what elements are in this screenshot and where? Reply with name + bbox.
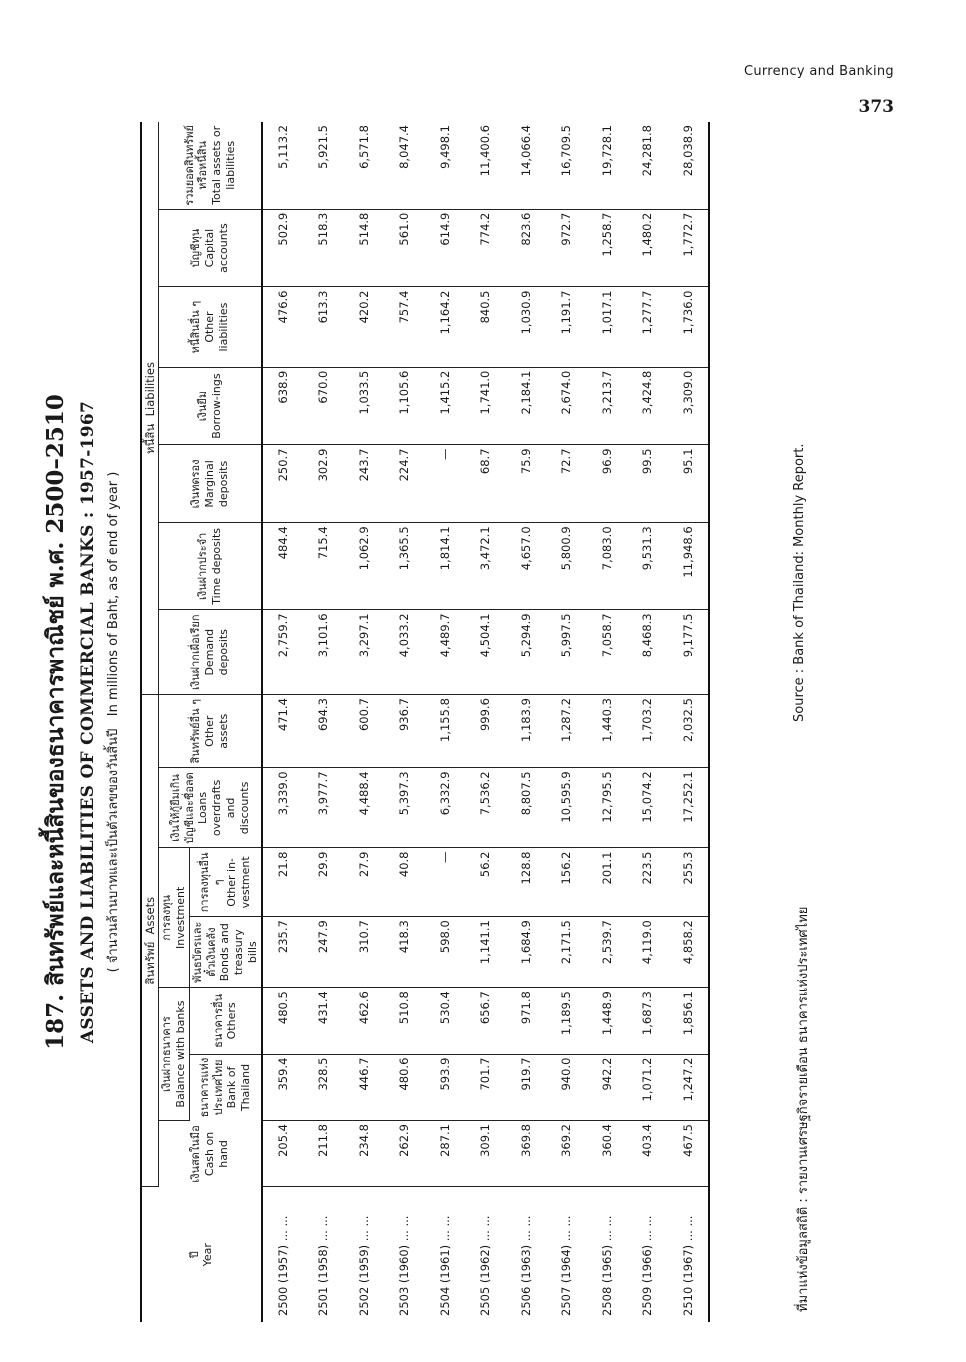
table-cell: — [425, 445, 466, 523]
table-cell: 656.7 [465, 988, 506, 1054]
table-cell: 56.2 [465, 848, 506, 917]
col-bank-of-thailand: ธนาคารแห่งประเทศไทย Bank of Thailand [197, 1057, 252, 1118]
table-cell: 502.9 [262, 209, 304, 287]
row-year: 2500 (1957) ... ... [275, 1215, 290, 1316]
row-year: 2501 (1958) ... ... [316, 1215, 331, 1316]
table-body [262, 122, 710, 1322]
col-other-liabilities: หนี้สินอื่น ๆ Other liabilities [159, 287, 262, 367]
table-cell: 262.9 [384, 1120, 425, 1186]
table-cell: 11,400.6 [465, 122, 506, 209]
table-cell: 8,807.5 [506, 768, 547, 848]
table-cell: 309.1 [465, 1120, 506, 1186]
table-cell: 476.6 [262, 287, 304, 367]
table-cell: 1,155.8 [425, 695, 466, 768]
table-cell: 3,297.1 [344, 610, 385, 695]
table-cell: 223.5 [627, 848, 668, 917]
table-cell: 2,171.5 [546, 917, 587, 988]
table-cell: 5,997.5 [546, 610, 587, 695]
col-cash-on-hand: เงินสดในมือ Cash on hand [189, 1125, 230, 1183]
table-cell: 1,440.3 [587, 695, 628, 768]
table-row [546, 122, 587, 1322]
group-assets: สินทรัพย์ Assets [141, 695, 159, 1187]
table-cell: 5,113.2 [262, 122, 304, 209]
table-cell: 24,281.8 [627, 122, 668, 209]
table-cell: 1,687.3 [627, 988, 668, 1054]
table-cell: 95.1 [668, 445, 710, 523]
table-cell: 972.7 [546, 209, 587, 287]
table-cell: 5,294.9 [506, 610, 547, 695]
table-row [425, 122, 466, 1322]
source-thai: ที่มาแห่งข้อมูลสถิติ : รายงานเศรษฐกิจรายเดือน ธนาคารแห่งประเทศไทย [796, 906, 811, 1312]
row-year: 2510 (1967) ... ... [680, 1215, 695, 1316]
table-cell: 3,472.1 [465, 523, 506, 610]
table-cell: 518.3 [303, 209, 344, 287]
table-cell: 484.4 [262, 523, 304, 610]
table-row [587, 122, 628, 1322]
table-cell: 480.5 [262, 988, 304, 1054]
col-demand-deposits: เงินฝากเผื่อเรียก Demand deposits [159, 610, 262, 695]
table-cell: 593.9 [425, 1054, 466, 1120]
table-cell: 12,795.5 [587, 768, 628, 848]
table-row [668, 122, 710, 1322]
table-cell: 598.0 [425, 917, 466, 988]
table-cell: 234.8 [344, 1120, 385, 1186]
table-cell: 940.0 [546, 1054, 587, 1120]
table-cell: 17,252.1 [668, 768, 710, 848]
table-cell: 1,365.5 [384, 523, 425, 610]
table-cell: 561.0 [384, 209, 425, 287]
group-balance-with-banks: เงินฝากธนาคาร Balance with banks [159, 988, 190, 1121]
table-cell: 4,858.2 [668, 917, 710, 988]
table-cell: 1,741.0 [465, 367, 506, 445]
table-cell: 96.9 [587, 445, 628, 523]
table-cell: 99.5 [627, 445, 668, 523]
table-cell: 287.1 [425, 1120, 466, 1186]
table-cell: 971.8 [506, 988, 547, 1054]
unit-note-english: In millions of Baht, as of end of year ) [106, 471, 121, 717]
table-cell: 840.5 [465, 287, 506, 367]
unit-note-thai: ( จำนวนล้านบาทและเป็นตัวเลขของวันสิ้นปี [106, 728, 121, 973]
table-cell: 255.3 [668, 848, 710, 917]
section-title: Currency and Banking [743, 64, 894, 79]
table-cell: 6,571.8 [344, 122, 385, 209]
table-cell: 4,488.4 [344, 768, 385, 848]
table-cell: 211.8 [303, 1120, 344, 1186]
row-year: 2506 (1963) ... ... [518, 1215, 533, 1316]
table-cell: 11,948.6 [668, 523, 710, 610]
table-cell: 1,062.9 [344, 523, 385, 610]
table-cell: 418.3 [384, 917, 425, 988]
table-cell: 201.1 [587, 848, 628, 917]
table-cell: 2,759.7 [262, 610, 304, 695]
table-cell: 936.7 [384, 695, 425, 768]
col-bonds: พันธบัตรและตั๋วเงินคลัง Bonds and treasury bills [189, 917, 261, 988]
table-cell: 235.7 [262, 917, 304, 988]
table-cell: 7,083.0 [587, 523, 628, 610]
table-cell: 694.3 [303, 695, 344, 768]
table-cell: 9,177.5 [668, 610, 710, 695]
col-total: รวมยอดสินทรัพย์หรือหนี้สิน Total assets or liabilities [159, 122, 262, 209]
table-row [344, 122, 385, 1322]
table-cell: 530.4 [425, 988, 466, 1054]
table-cell: 1,684.9 [506, 917, 547, 988]
table-cell: 8,468.3 [627, 610, 668, 695]
source-english: Source : Bank of Thailand: Monthly Report. [792, 443, 807, 722]
table-cell: 205.4 [262, 1120, 304, 1186]
table-cell: 1,071.2 [627, 1054, 668, 1120]
table-cell: 431.4 [303, 988, 344, 1054]
table-cell: 1,277.7 [627, 287, 668, 367]
table-cell: 72.7 [546, 445, 587, 523]
table-cell: 471.4 [262, 695, 304, 768]
table-cell: 1,772.7 [668, 209, 710, 287]
table-cell: 5,921.5 [303, 122, 344, 209]
table-cell: 480.6 [384, 1054, 425, 1120]
table-cell: 462.6 [344, 988, 385, 1054]
table-cell: 638.9 [262, 367, 304, 445]
table-cell: 15,074.2 [627, 768, 668, 848]
table-row [303, 122, 344, 1322]
table-cell: 701.7 [465, 1054, 506, 1120]
table-cell: 467.5 [668, 1120, 710, 1186]
row-year: 2502 (1959) ... ... [356, 1215, 371, 1316]
table-cell: 2,674.0 [546, 367, 587, 445]
table-cell: 1,703.2 [627, 695, 668, 768]
table-cell: 942.2 [587, 1054, 628, 1120]
table-cell: 1,141.1 [465, 917, 506, 988]
col-marginal-deposits: เงินทดรอง Marginal deposits [159, 445, 262, 523]
table-cell: 328.5 [303, 1054, 344, 1120]
table-cell: 16,709.5 [546, 122, 587, 209]
table-cell: 29.9 [303, 848, 344, 917]
page-header [744, 64, 894, 117]
table-cell: 10,595.9 [546, 768, 587, 848]
table-cell: 2,032.5 [668, 695, 710, 768]
col-other-investment: การลงทุนอื่น ๆ Other in-vestment [189, 848, 261, 917]
table-cell: 1,247.2 [668, 1054, 710, 1120]
table-cell: 250.7 [262, 445, 304, 523]
table-cell: 1,183.9 [506, 695, 547, 768]
table-cell: 68.7 [465, 445, 506, 523]
table-cell: 1,736.0 [668, 287, 710, 367]
table-cell: 1,415.2 [425, 367, 466, 445]
table-cell: 1,017.1 [587, 287, 628, 367]
table-cell: 1,856.1 [668, 988, 710, 1054]
table-cell: 774.2 [465, 209, 506, 287]
table-cell: 757.4 [384, 287, 425, 367]
table-cell: 1,030.9 [506, 287, 547, 367]
table-cell: 3,339.0 [262, 768, 304, 848]
table-cell: 600.7 [344, 695, 385, 768]
table-cell: 614.9 [425, 209, 466, 287]
table-cell: 302.9 [303, 445, 344, 523]
row-year: 2507 (1964) ... ... [559, 1215, 574, 1316]
table-cell: 4,119.0 [627, 917, 668, 988]
table-cell: 243.7 [344, 445, 385, 523]
table-cell: 1,189.5 [546, 988, 587, 1054]
table-cell: 369.2 [546, 1120, 587, 1186]
table-cell: 4,489.7 [425, 610, 466, 695]
table-cell: 2,539.7 [587, 917, 628, 988]
table-cell: 310.7 [344, 917, 385, 988]
table-cell: 8,047.4 [384, 122, 425, 209]
table-cell: 21.8 [262, 848, 304, 917]
table-cell: 510.8 [384, 988, 425, 1054]
col-other-assets: สินทรัพย์อื่น ๆ Other assets [159, 695, 262, 768]
unit-note [102, 122, 123, 1322]
table-row [465, 122, 506, 1322]
table-cell: 1,448.9 [587, 988, 628, 1054]
row-year: 2503 (1960) ... ... [397, 1215, 412, 1316]
table-cell: 19,728.1 [587, 122, 628, 209]
col-time-deposits: เงินฝากประจำ Time deposits [159, 523, 262, 610]
table-row [262, 122, 304, 1322]
table-cell: 156.2 [546, 848, 587, 917]
table-cell: 3,424.8 [627, 367, 668, 445]
table-row [627, 122, 668, 1322]
group-liabilities: หนี้สิน Liabilities [141, 122, 159, 695]
table-cell: 4,504.1 [465, 610, 506, 695]
table-cell: 7,058.7 [587, 610, 628, 695]
title-english: ASSETS AND LIABILITIES OF COMMERCIAL BANKS : 1957-1967 [78, 400, 98, 1044]
table-cell: 247.9 [303, 917, 344, 988]
row-year: 2509 (1966) ... ... [640, 1215, 655, 1316]
table-cell: 28,038.9 [668, 122, 710, 209]
table-cell: 5,397.3 [384, 768, 425, 848]
table-cell: 420.2 [344, 287, 385, 367]
table-cell: 613.3 [303, 287, 344, 367]
table-cell: — [425, 848, 466, 917]
table-cell: 1,814.1 [425, 523, 466, 610]
col-loans: เงินให้กู้ยืมเกินบัญชีและชื่อลด Loans overdrafts and discounts [159, 768, 262, 848]
table-cell: 823.6 [506, 209, 547, 287]
row-year: 2505 (1962) ... ... [478, 1215, 493, 1316]
table-cell: 5,800.9 [546, 523, 587, 610]
table-cell: 1,033.5 [344, 367, 385, 445]
col-capital-accounts: บัญชีทุน Capital accounts [159, 209, 262, 287]
table-cell: 7,536.2 [465, 768, 506, 848]
row-year: 2504 (1961) ... ... [437, 1215, 452, 1316]
table-cell: 1,258.7 [587, 209, 628, 287]
table-cell: 3,309.0 [668, 367, 710, 445]
col-year: ปี Year [187, 1243, 215, 1267]
table-cell: 6,332.9 [425, 768, 466, 848]
table-cell: 224.7 [384, 445, 425, 523]
table-cell: 4,657.0 [506, 523, 547, 610]
table-cell: 1,480.2 [627, 209, 668, 287]
table-cell: 999.6 [465, 695, 506, 768]
table-cell: 40.8 [384, 848, 425, 917]
table-cell: 128.8 [506, 848, 547, 917]
group-investment: การลงทุน Investment [159, 848, 190, 988]
table-cell: 75.9 [506, 445, 547, 523]
table-cell: 670.0 [303, 367, 344, 445]
table-cell: 1,287.2 [546, 695, 587, 768]
table-cell: 27.9 [344, 848, 385, 917]
col-borrowings: เงินยืม Borrow-ings [159, 367, 262, 445]
table-cell: 1,164.2 [425, 287, 466, 367]
rotated-table-block [32, 122, 852, 1322]
title-thai: 187. สินทรัพย์และหนี้สินของธนาคารพาณิชย์ พ.ศ. 2500–2510 [42, 394, 69, 1050]
table-cell: 514.8 [344, 209, 385, 287]
table-cell: 360.4 [587, 1120, 628, 1186]
table-cell: 1,105.6 [384, 367, 425, 445]
table-cell: 919.7 [506, 1054, 547, 1120]
table-cell: 4,033.2 [384, 610, 425, 695]
row-year: 2508 (1965) ... ... [599, 1215, 614, 1316]
table-cell: 359.4 [262, 1054, 304, 1120]
table-cell: 9,531.3 [627, 523, 668, 610]
table-cell: 3,213.7 [587, 367, 628, 445]
table-cell: 369.8 [506, 1120, 547, 1186]
table-cell: 3,101.6 [303, 610, 344, 695]
table-row [506, 122, 547, 1322]
page-number: 373 [858, 97, 894, 117]
table-cell: 14,066.4 [506, 122, 547, 209]
table-cell: 715.4 [303, 523, 344, 610]
table-cell: 403.4 [627, 1120, 668, 1186]
table-cell: 1,191.7 [546, 287, 587, 367]
table-row [384, 122, 425, 1322]
table-cell: 446.7 [344, 1054, 385, 1120]
table-cell: 2,184.1 [506, 367, 547, 445]
table-cell: 3,977.7 [303, 768, 344, 848]
col-other-banks: ธนาคารอื่น Others [189, 988, 261, 1054]
table-cell: 9,498.1 [425, 122, 466, 209]
assets-liabilities-table [140, 122, 710, 1322]
